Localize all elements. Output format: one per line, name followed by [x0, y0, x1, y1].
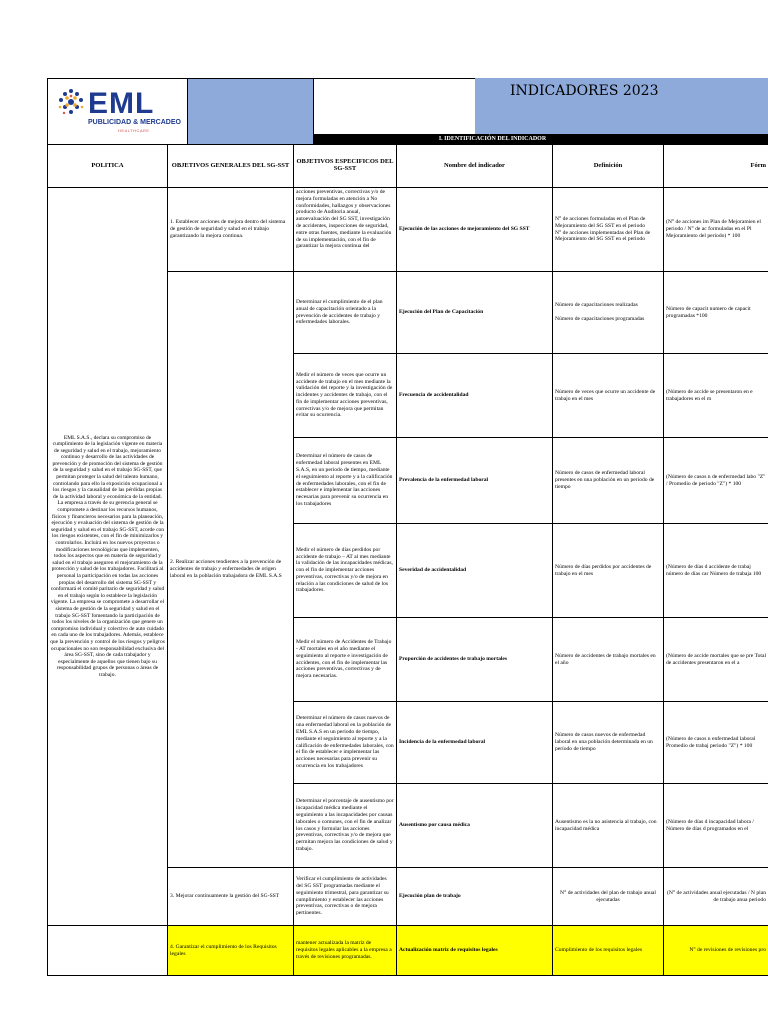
indicator-definition: N° de acciones formuladas en el Plan de Mejoramiento del SG SST en el periodo N° de acciones implementadas del Plan de Mejoramiento del SG SST en el periodo	[553, 188, 664, 272]
objetivo-especifico: Determinar el cumplimiento de el plan anual de capacitación orientado a la prevención de accidentes de trabajo y enfermedades laborales.	[294, 272, 397, 354]
indicator-formula: (N° de acciones im Plan de Mejoramien el periodo / N° de ac formuladas en el Pl Mejoramiento del periodo) * 100	[664, 188, 768, 272]
indicator-formula: (Número de accide se presentaron en e trabajadores en el m	[664, 354, 768, 438]
objetivo-general-4: 4. Garantizar el cumplimiento de los Requisitos legales	[168, 926, 294, 976]
objetivo-especifico: Medir el número de Accidentes de Trabajo - AT mortales en el año mediante el seguimiento al reporte e investigación de accidentes, con el fin de implementar las acciones preventivas, correctivas y de mejora necesarias.	[294, 618, 397, 702]
logo-wordmark: EML	[88, 87, 155, 120]
header-politica: POLITICA	[48, 145, 168, 188]
indicator-definition: N° de actividades del plan de trabajo anual ejecutadas	[553, 868, 664, 926]
indicator-definition: Número de accidentes de trabajo mortales en el año	[553, 618, 664, 702]
logo-tagline: HEALTHCARE	[118, 128, 150, 133]
indicator-name: Ejecución del Plan de Capacitación	[397, 272, 553, 354]
header-objetivos-generales: OBJETIVOS GENERALES DEL SG-SST	[168, 145, 294, 188]
indicator-formula: (Número de casos n de enfermedad labo "Z" / Promedio de periodo "Z") * 100	[664, 438, 768, 524]
table-row	[48, 926, 768, 976]
header-nombre: Nombre del indicador	[397, 145, 553, 188]
logo-dots-icon	[56, 87, 86, 117]
logo-subtitle: PUBLICIDAD & MERCADEO	[88, 119, 181, 126]
indicators-sheet	[47, 78, 768, 985]
indicator-formula: (Número de días d accidente de trabaj número de días car Número de trabaja 100	[664, 524, 768, 618]
objetivo-especifico: Medir el número de días perdidos por accidente de trabajo – AT al mes mediante la validación de las incapacidades médicas, con el fin de implementar acciones preventivas, correctivas y/o de mejora en relación a las condiciones de salud de los trabajadores.	[294, 524, 397, 618]
objetivo-especifico: Verificar el cumplimiento de actividades del SG SST programadas mediante el seguimiento trimestral, para garantizar su cumplimiento y establecer las acciones preventivas, correctivas o de mejora pertinentes.	[294, 868, 397, 926]
objetivo-especifico: Determinar el número de casos de enfermedad laboral presentes en EML S.A.S, en un periodo de tiempo, mediante el seguimiento al reporte y a la calificación de enfermedades laborales, con el fin de establecer e implementar las acciones necesarias para prevenir su ocurrencia en los trabajadores	[294, 438, 397, 524]
politica-empty-cell	[48, 926, 168, 976]
header-definicion: Definición	[553, 145, 664, 188]
header-formula: Fórm	[664, 145, 768, 188]
indicator-definition: Ausentismo es la no asistencia al trabajo, con incapacidad médica	[553, 784, 664, 868]
objetivo-general-1: 1. Establecer acciones de mejora dentro del sistema de gestión de seguridad y salud en el trabajo garantizando la mejora continua.	[168, 188, 294, 272]
indicator-definition: Número de casos nuevos de enfermedad laboral en una población determinada en un período de tiempo	[553, 702, 664, 784]
indicator-definition: Cumplimiento de los requisitos legales	[553, 926, 664, 976]
indicators-table	[47, 144, 768, 976]
header-blue-cell	[187, 78, 315, 146]
indicator-name: Proporción de accidentes de trabajo mortales	[397, 618, 553, 702]
objetivo-especifico: Determinar el número de casos nuevos de una enfermedad laboral en la población de EML S.A.S en un periodo de tiempo, mediante el seguimiento al reporte y a la calificación de enfermedades laborales, con el fin de establecer e implementar las acciones necesarias para prevenir su ocurrencia en los trabajadores	[294, 702, 397, 784]
indicator-name: Severidad de accidentalidad	[397, 524, 553, 618]
indicator-formula: (N° de actividades anual ejecutadas / N plan de trabajo anua periodo	[664, 868, 768, 926]
indicator-formula: (Número de accide mortales que se pre Total de accidentes presentaron en el a	[664, 618, 768, 702]
indicator-definition: Número de capacitaciones realizadas Número de capacitaciones programadas	[553, 272, 664, 354]
indicator-formula: N° de revisiones de revisiones pro	[664, 926, 768, 976]
indicator-name: Prevalencia de la enfermedad laboral	[397, 438, 553, 524]
objetivo-especifico: mantener actualizada la matriz de requisitos legales aplicables a la empresa a través de revisiones programadas.	[294, 926, 397, 976]
objetivo-especifico: Medir el número de veces que ocurre un accidente de trabajo en el mes mediante la validación del reporte y la investigación de incidentes y accidentes de trabajo, con el fin de implementar acciones preventivas, correctivas y/o de mejora que permitan evitar su ocurrencia.	[294, 354, 397, 438]
indicator-name: Incidencia de la enfermedad laboral	[397, 702, 553, 784]
section-bar	[313, 134, 768, 144]
indicator-name: Ejecución de las acciones de mejoramiento del SG SST	[397, 188, 553, 272]
objetivo-especifico: acciones preventivas, correctivas y/o de mejora formuladas en atención a No conformidades, hallazgos y observaciones producto de Auditoria anual, autoevaluación del SG SST, investigación de accidentes, inspecciones de seguridad, entre otras fuentes, mediante la evaluación de su implementación, con el fin de garantizar la mejora continua del	[294, 188, 397, 272]
table-row	[48, 188, 768, 272]
page-title: INDICADORES 2023	[510, 83, 659, 99]
indicator-formula: (Número de casos n enfermedad laboral Promedio de trabaj periodo "Z") * 100	[664, 702, 768, 784]
indicator-definition: Número de días perdidos por accidentes de trabajo en el mes	[553, 524, 664, 618]
indicator-name: Frecuencia de accidentalidad	[397, 354, 553, 438]
objetivo-general-3: 3. Mejorar continuamente la gestión del SG-SST	[168, 868, 294, 926]
politica-cell: EML S.A.S., declara su compromiso de cumplimiento de la legislación vigente en materia de seguridad y salud en el trabajo, mejoramiento continuo y desarrollo de las actividades de prevención y de promoción del sistema de gestión de la seguridad y salud en el trabajo SG-SST, que permitan proteger la salud del talento humano, controlando para ello la exposición ocupacional a los riesgos y la causalidad de las pérdidas propias de la actividad laboral y económica de la entidad. La empresa a través de su gerencia general se compromete a destinar los recursos humanos, físicos y financieros necesarios para la planeación, ejecución y evaluación del sistema de gestión de la seguridad y salud en el trabajo SG-SST, acorde con los riesgos existentes, con el fin de minimizarlos y controlarlos. Incluirá en los nuevos proyectos o modificaciones tecnológicas que implementen, todos los aspectos que en materia de seguridad y salud en el trabajo aseguren el mejoramiento de la protección y salud de los trabajadores. Facilitará al personal la participación en todas las acciones propias del desarrollo del sistema SG-SST y conformará el comité paritario de seguridad y salud en el trabajo según lo establece la legislación vigente. La empresa se compromete a desarrollar el sistema de gestión de la seguridad y salud en el trabajo SG-SST fomentando la participación de todos los niveles de la organización que genere un compromiso individual y colectivo de auto cuidado en cada uno de los trabajadores. Además, establece que la prevención y control de los riesgos y peligros ocupacionales no son responsabilidad exclusiva del área SG-SST, sino de cada trabajador y especialmente de aquellos que tienen bajo su responsabilidad grupos de personas o áreas de trabajo.	[48, 188, 168, 926]
indicator-name: Ausentismo por causa médica	[397, 784, 553, 868]
table-header-row	[48, 145, 768, 188]
section-bar-label: I. IDENTIFICACIÓN DEL INDICADOR	[438, 136, 547, 142]
objetivo-especifico: Determinar el porcentaje de ausentismo por incapacidad médica mediante el seguimiento a las incapacidades por causas laborales o comunes, con el fin de analizar los casos y formular las acciones preventivas, correctivas y/o de mejora que permitan mejora las condiciones de salud y trabajo.	[294, 784, 397, 868]
indicator-name: Ejecución plan de trabajo	[397, 868, 553, 926]
indicator-definition: Número de veces que ocurre un accidente de trabajo en el mes	[553, 354, 664, 438]
indicator-formula: (Número de días d incapacidad labora / Número de días d programados en el	[664, 784, 768, 868]
indicator-definition: Número de casos de enfermedad laboral presentes en una población en un periodo de tiempo	[553, 438, 664, 524]
company-logo	[47, 78, 188, 146]
objetivo-general-2: 2. Realizar acciones tendientes a la prevención de accidentes de trabajo y enfermedades de origen laboral en la población trabajadora de EML S.A.S	[168, 272, 294, 868]
indicator-formula: Número de capacit numero de capacit programadas *100	[664, 272, 768, 354]
header-objetivos-especificos: OBJETIVOS ESPECIFICOS DEL SG-SST	[294, 145, 397, 188]
indicator-name: Actualización matriz de requisitos legales	[397, 926, 553, 976]
